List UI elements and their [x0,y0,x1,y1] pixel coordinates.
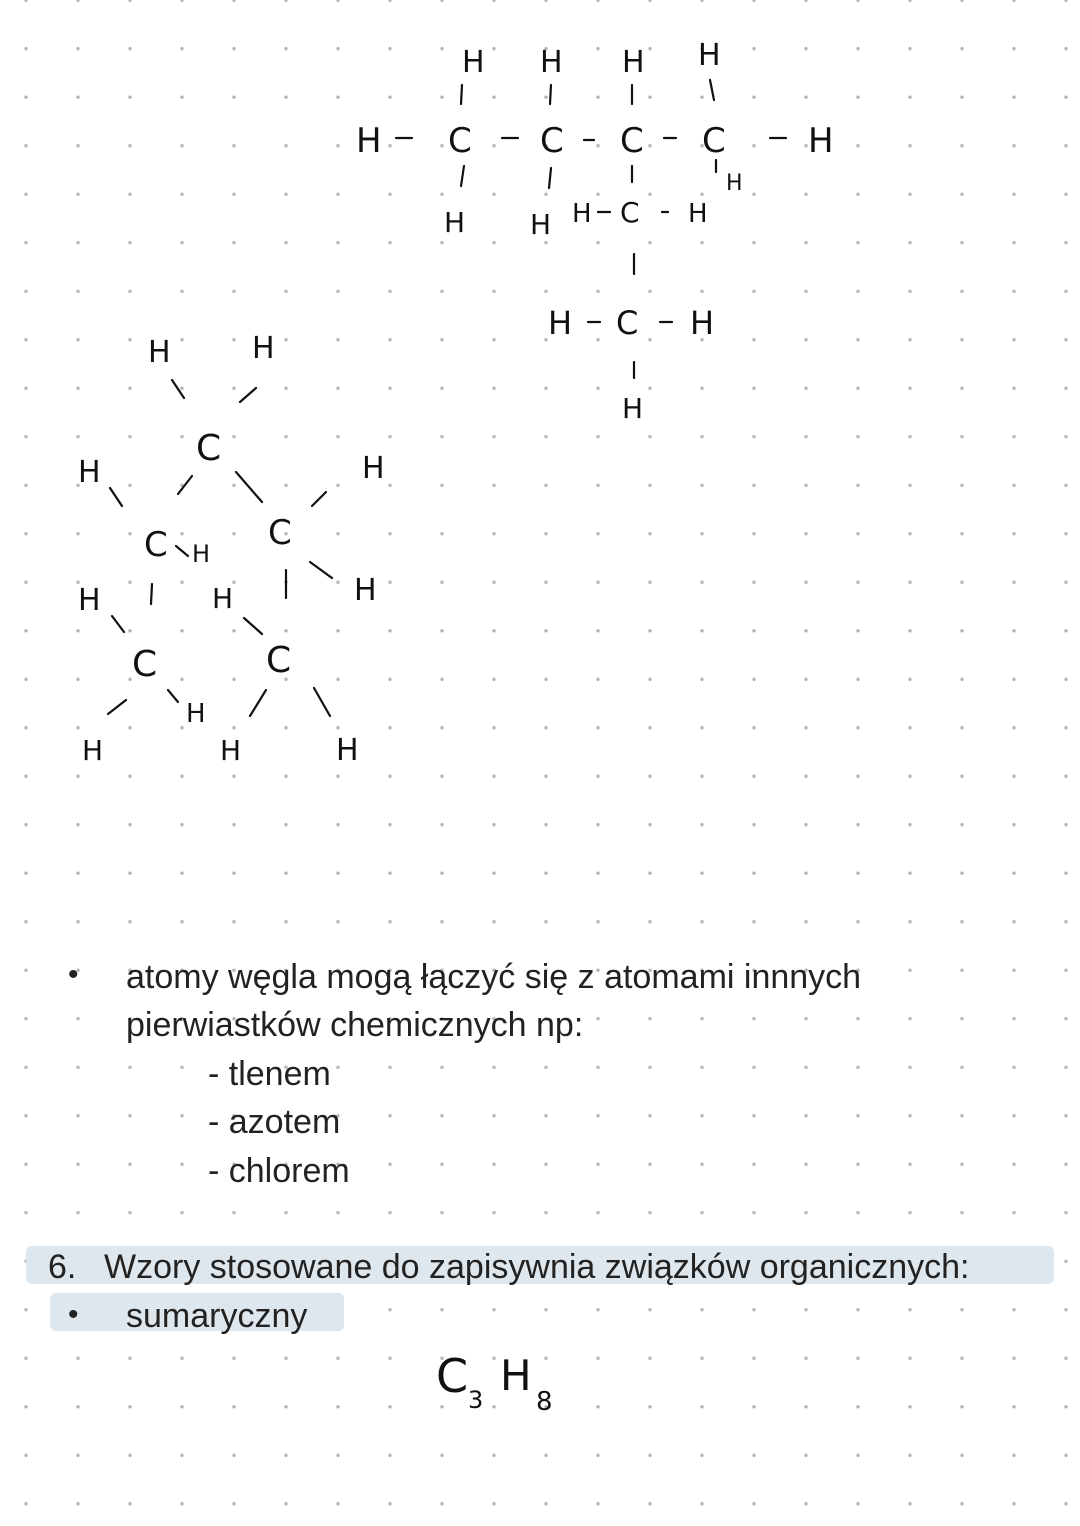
atom-c: C [268,513,292,553]
element-item-oxygen: - tlenem [208,1055,331,1093]
formula-hydrogen-subscript: 8 [536,1387,553,1417]
atom-h: H [462,45,485,80]
atom-h: H [78,583,101,618]
atom-h: H [354,573,377,608]
formula-type-label: sumaryczny [126,1297,308,1335]
atom-c: C [196,428,222,469]
atom-c: C [620,121,644,161]
atom-h: H [530,208,552,241]
atom-h: H [220,734,242,767]
atom-h: H [148,335,171,370]
element-item-nitrogen: - azotem [208,1103,341,1141]
atom-c: C [448,121,472,161]
atom-h: H [356,121,382,161]
atom-c: C [702,121,726,161]
atom-h: H [690,304,715,342]
atom-h: H [78,455,101,490]
atom-h: H [808,121,834,161]
atom-h: H [688,199,708,229]
atom-h: H [622,45,645,80]
atom-h: H [444,206,466,239]
atom-h: H [698,38,721,73]
section-number: 6. [48,1248,77,1286]
element-item-chlorine: - chlorem [208,1152,350,1190]
atom-c: C [620,196,640,229]
atom-h: H [252,331,275,366]
formula-carbon-subscript: 3 [468,1386,484,1414]
atom-h: H [336,733,359,768]
atom-h: H [192,540,211,568]
carbon-bonds-line-2: pierwiastków chemicznych np: [126,1006,584,1044]
atom-c: C [540,121,564,161]
atom-c: C [266,640,292,681]
atom-h: H [82,734,104,767]
section-title: Wzory stosowane do zapisywnia związków organicznych: [104,1248,970,1286]
atom-h: H [212,582,234,615]
atom-c: C [144,525,168,565]
atom-c: C [132,644,158,685]
branched-alkane-structure [356,38,834,425]
bullet-icon: • [68,1298,79,1331]
molecular-formula [436,1349,553,1417]
atom-h: H [726,171,743,196]
bullet-icon: • [68,958,79,991]
carbon-bonds-line-1: atomy węgla mogą łączyć się z atomami innnych [126,958,862,996]
atom-h: H [186,699,206,729]
atom-h: H [572,199,592,229]
ring-structure [78,331,385,768]
atom-h: H [622,392,644,425]
formula-carbon: C [436,1349,469,1403]
atom-c: C [616,304,639,342]
atom-h: H [548,304,573,342]
formula-hydrogen: H [500,1351,532,1400]
atom-h: H [362,451,385,486]
atom-h: H [540,45,563,80]
